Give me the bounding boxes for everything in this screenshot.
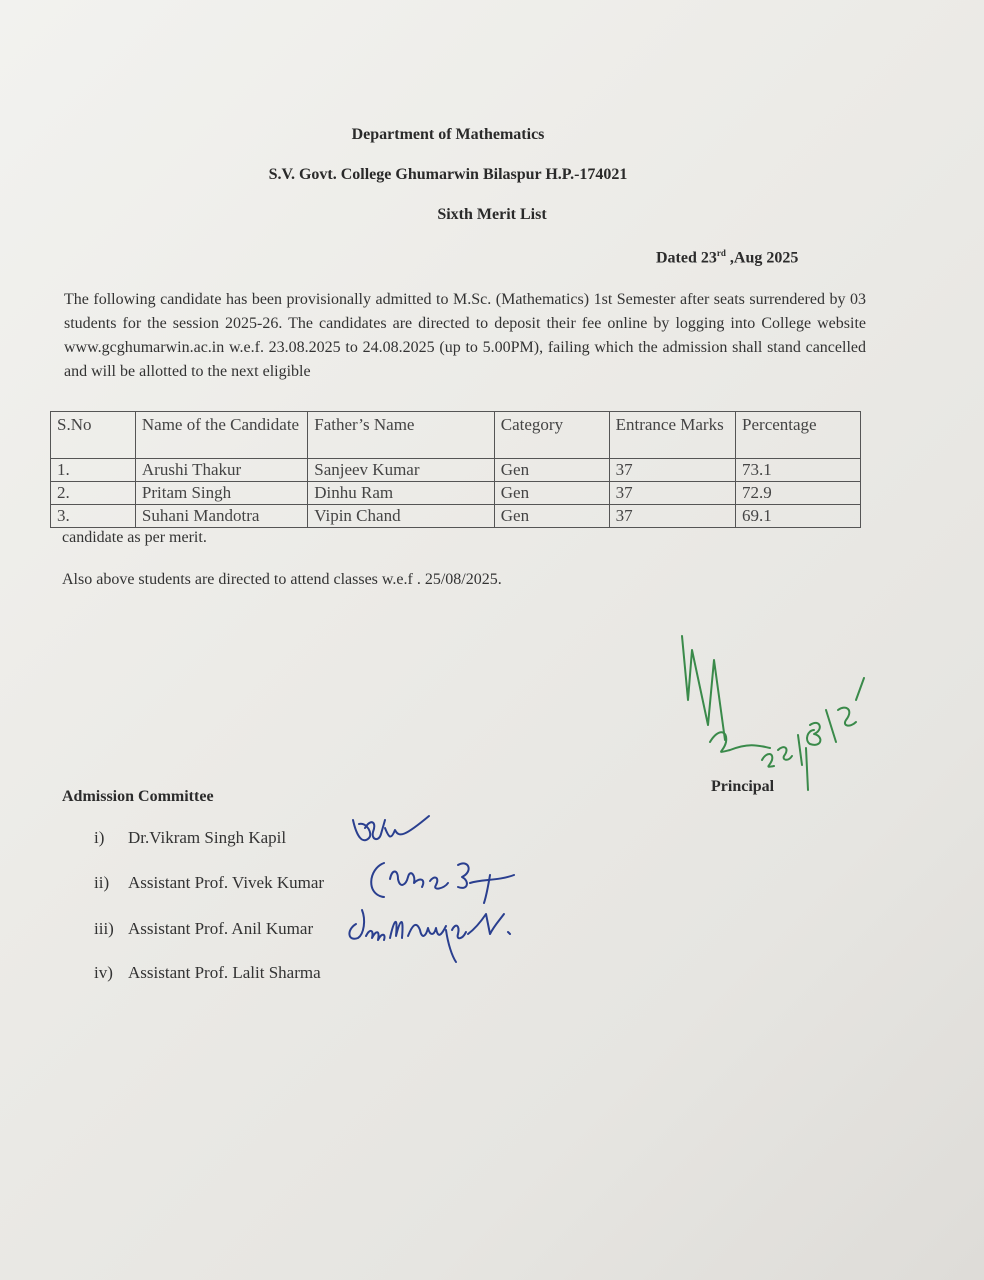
- member-index: iv): [94, 963, 113, 982]
- member-index: ii): [94, 873, 110, 892]
- member-name: Assistant Prof. Lalit Sharma: [128, 963, 321, 982]
- principal-signature: [670, 630, 870, 800]
- department-name: Department of Mathematics: [351, 126, 545, 143]
- cell-category: Gen: [494, 482, 609, 505]
- committee-member: [94, 963, 321, 983]
- committee-member: [94, 919, 313, 939]
- table-header-row: [51, 412, 861, 459]
- list-title: Sixth Merit List: [437, 206, 547, 223]
- member-signature-1: [345, 808, 435, 858]
- table-row: [51, 482, 861, 505]
- cell-father: Sanjeev Kumar: [308, 459, 495, 482]
- cell-sno: 3.: [51, 505, 136, 528]
- table-row: [51, 505, 861, 528]
- date-prefix: Dated 23: [656, 249, 717, 267]
- cell-marks: 37: [609, 505, 735, 528]
- header-percentage: Percentage: [736, 412, 861, 459]
- intro-tail: candidate as per merit.: [62, 529, 207, 546]
- cell-name: Suhani Mandotra: [135, 505, 307, 528]
- date-line: [656, 248, 798, 267]
- header-father: Father’s Name: [308, 412, 495, 459]
- member-name: Assistant Prof. Anil Kumar: [128, 919, 314, 938]
- cell-name: Arushi Thakur: [135, 459, 307, 482]
- cell-name: Pritam Singh: [135, 482, 307, 505]
- member-index: i): [94, 828, 105, 847]
- cell-category: Gen: [494, 459, 609, 482]
- cell-father: Vipin Chand: [308, 505, 495, 528]
- cell-percentage: 72.9: [736, 482, 861, 505]
- date-suffix: rd: [716, 248, 726, 258]
- member-name: Dr.Vikram Singh Kapil: [128, 828, 287, 847]
- cell-percentage: 69.1: [736, 505, 861, 528]
- header-name: Name of the Candidate: [135, 412, 307, 459]
- committee-member: [94, 873, 324, 893]
- merit-table: [50, 411, 861, 528]
- classes-note: Also above students are directed to attend classes w.e.f . 25/08/2025.: [62, 571, 502, 588]
- cell-category: Gen: [494, 505, 609, 528]
- header-sno: S.No: [51, 412, 136, 459]
- cell-percentage: 73.1: [736, 459, 861, 482]
- date-rest: ,Aug 2025: [725, 249, 799, 267]
- principal-label: Principal: [711, 778, 775, 795]
- committee-member: [94, 828, 286, 848]
- college-name: S.V. Govt. College Ghumarwin Bilaspur H.P.-174021: [268, 166, 628, 183]
- header-marks: Entrance Marks: [609, 412, 735, 459]
- cell-marks: 37: [609, 482, 735, 505]
- cell-marks: 37: [609, 459, 735, 482]
- member-name: Assistant Prof. Vivek Kumar: [128, 873, 325, 892]
- member-signature-2: [362, 855, 522, 905]
- cell-sno: 2.: [51, 482, 136, 505]
- header-category: Category: [494, 412, 609, 459]
- committee-title: Admission Committee: [62, 788, 214, 805]
- cell-sno: 1.: [51, 459, 136, 482]
- intro-paragraph: The following candidate has been provisionally admitted to M.Sc. (Mathematics) 1st Semester after seats surrendered by 03 students for the session 2025-26. The candidates are directed to deposit their fee online by logging into College website www.gcghumarwin.ac.in w.e.f. 23.08.2025 to 24.08.2025 (up to 5.00PM), failing which the admission shall stand cancelled and will be allotted to the next eligible: [64, 291, 866, 380]
- table-row: [51, 459, 861, 482]
- member-index: iii): [94, 919, 114, 938]
- member-signature-3: [342, 900, 522, 970]
- cell-father: Dinhu Ram: [308, 482, 495, 505]
